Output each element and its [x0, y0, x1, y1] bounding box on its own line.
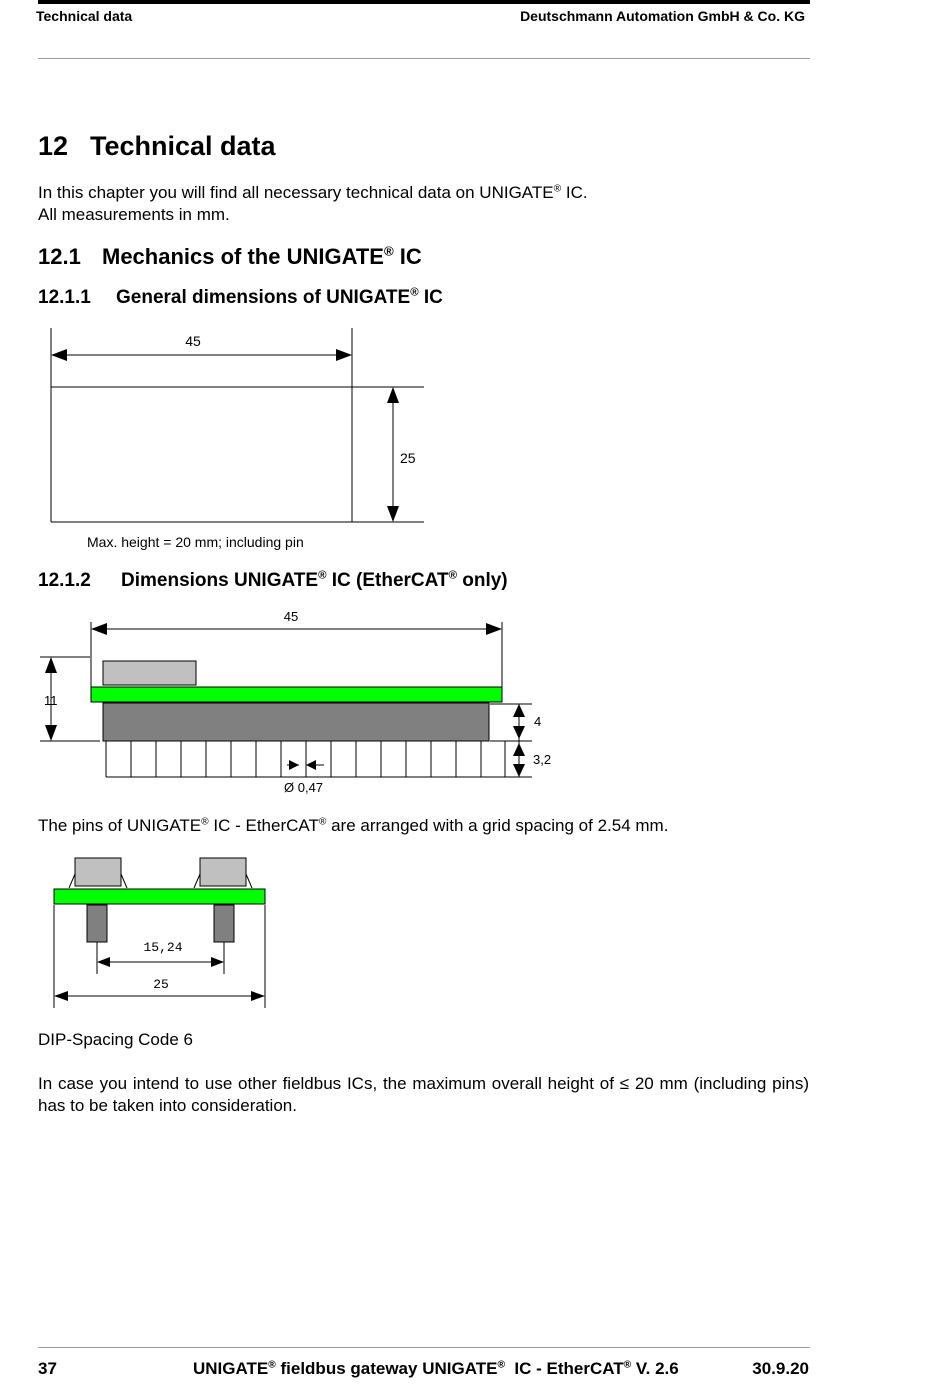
registered-mark: ®	[318, 569, 327, 582]
height-11-label: 11	[44, 693, 58, 708]
left-component	[75, 858, 121, 886]
chapter-title: Technical data	[90, 131, 276, 161]
header-rule	[38, 58, 810, 59]
footer-rule	[38, 1347, 810, 1348]
chapter-number: 12	[38, 131, 69, 161]
dip-spacing-code: DIP-Spacing Code 6	[38, 1030, 193, 1049]
right-pin-row	[214, 905, 234, 942]
registered-mark: ®	[383, 243, 394, 259]
dip-spacing-drawing	[0, 850, 300, 1015]
footer-title-a: UNIGATE	[193, 1359, 269, 1378]
registered-mark: ®	[448, 569, 457, 582]
registered-mark: ®	[410, 286, 419, 299]
registered-mark: ®	[318, 816, 327, 828]
spacing-label: 15,24	[143, 940, 183, 955]
pins-text-end: are arranged with a grid spacing of 2.54 mm.	[326, 816, 669, 835]
pin-row	[106, 741, 505, 777]
module-body	[103, 703, 489, 741]
footer-title-d: V. 2.6	[631, 1359, 679, 1378]
subsection-title-end: IC	[418, 287, 443, 308]
body-height-label: 4	[534, 714, 542, 729]
footer-title-c: IC - EtherCAT	[504, 1359, 624, 1378]
pins-text-middle: IC - EtherCAT	[208, 816, 319, 835]
width-dimension-label: 45	[283, 609, 299, 624]
width-label: 25	[153, 977, 169, 992]
top-component	[103, 661, 196, 685]
section-title-end: IC	[393, 244, 422, 269]
height-dimension-label: 25	[400, 450, 416, 466]
header-company: Deutschmann Automation GmbH & Co. KG	[520, 8, 805, 24]
right-component	[200, 858, 246, 886]
pins-text-start: The pins of UNIGATE	[38, 816, 202, 835]
intro-line-2: All measurements in mm.	[38, 205, 230, 224]
subsection-title-end: only)	[456, 570, 508, 591]
page-number: 37	[38, 1359, 57, 1378]
max-height-caption: Max. height = 20 mm; including pin	[87, 534, 304, 550]
registered-mark: ®	[553, 183, 562, 195]
pcb-board	[54, 889, 265, 904]
height-note-end: 20 mm (including pins) has to be taken into consideration.	[38, 1074, 809, 1115]
header-left-title: Technical data	[36, 8, 133, 24]
pins-grid-text	[38, 815, 668, 837]
registered-mark: ®	[201, 816, 209, 828]
height-note	[38, 1073, 809, 1117]
section-12-1-1-heading	[38, 287, 443, 309]
height-note-start: In case you intend to use other fieldbus ICs, the maximum overall height of	[38, 1074, 620, 1093]
footer-document-title	[193, 1359, 679, 1379]
ethercat-dimensions-drawing	[0, 605, 580, 805]
pcb-board	[91, 687, 502, 702]
width-dimension-label: 45	[185, 333, 201, 349]
intro-text-end: IC.	[561, 183, 588, 202]
less-equal-symbol: ≤	[619, 1074, 630, 1093]
subsection-number: 12.1.2	[38, 570, 91, 591]
footer-date: 30.9.20	[752, 1359, 809, 1378]
header-top-bar	[38, 0, 810, 4]
chapter-heading	[38, 131, 276, 162]
pin-length-label: 3,2	[533, 752, 552, 767]
intro-text: In this chapter you will find all necessary technical data on UNIGATE	[38, 183, 554, 202]
pin-diameter-label: Ø 0,47	[284, 780, 324, 795]
subsection-title: General dimensions of UNIGATE	[116, 287, 411, 308]
subsection-title: Dimensions UNIGATE	[121, 570, 319, 591]
registered-mark: ®	[268, 1359, 276, 1371]
registered-mark: ®	[623, 1359, 632, 1371]
section-number: 12.1	[38, 244, 81, 269]
general-dimensions-drawing	[0, 320, 460, 560]
subsection-title-middle: IC (EtherCAT	[326, 570, 449, 591]
section-title: Mechanics of the UNIGATE	[102, 244, 384, 269]
left-pin-row	[87, 905, 107, 942]
section-12-1-heading	[38, 244, 422, 270]
intro-line-1	[38, 182, 588, 204]
registered-mark: ®	[497, 1359, 505, 1371]
section-12-1-2-heading	[38, 570, 508, 592]
subsection-number: 12.1.1	[38, 287, 91, 308]
footer-title-b: fieldbus gateway UNIGATE	[275, 1359, 498, 1378]
